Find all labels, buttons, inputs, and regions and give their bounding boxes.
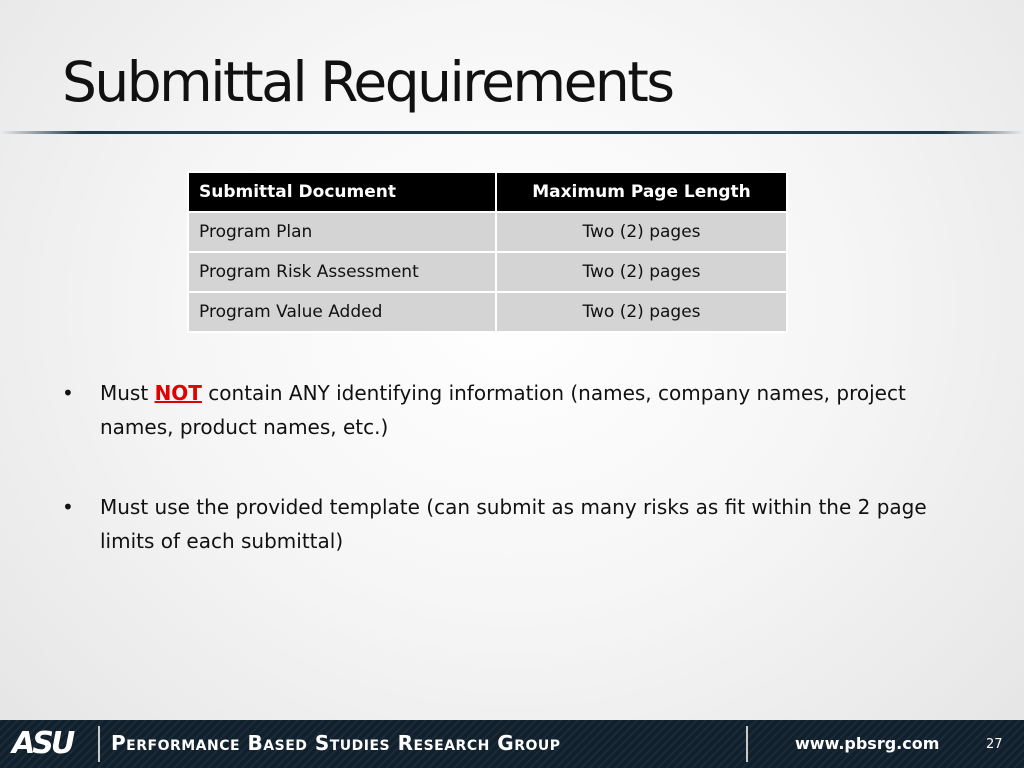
column-header-document: Submittal Document — [188, 172, 496, 212]
slide-title: Submittal Requirements — [62, 50, 673, 114]
table-cell-document: Program Value Added — [188, 292, 496, 332]
table-cell-page-length: Two (2) pages — [496, 212, 787, 252]
table-cell-document: Program Plan — [188, 212, 496, 252]
asu-logo: ASU — [12, 726, 73, 761]
footer-divider — [98, 726, 100, 762]
emphasis-word: NOT — [154, 381, 202, 405]
table-row — [188, 292, 787, 332]
footer-bar — [0, 720, 1024, 768]
bullet-item — [60, 490, 970, 558]
table-header-row — [188, 172, 787, 212]
table-cell-page-length: Two (2) pages — [496, 252, 787, 292]
table-cell-document: Program Risk Assessment — [188, 252, 496, 292]
bullet-list — [60, 376, 970, 604]
slide-number: 27 — [986, 737, 1003, 752]
column-header-page-length: Maximum Page Length — [496, 172, 787, 212]
bullet-marker: • — [62, 495, 74, 519]
organization-name: Performance Based Studies Research Group — [111, 731, 561, 755]
title-divider — [0, 131, 1024, 134]
footer-divider — [746, 726, 748, 762]
table-row — [188, 252, 787, 292]
submittal-requirements-table — [187, 171, 788, 333]
bullet-marker: • — [62, 381, 74, 405]
bullet-text-prefix: Must — [100, 381, 155, 405]
table-row — [188, 212, 787, 252]
bullet-text: Must use the provided template (can submit as many risks as fit within the 2 page limits of each submittal) — [100, 495, 927, 553]
bullet-item — [60, 376, 970, 444]
table-cell-page-length: Two (2) pages — [496, 292, 787, 332]
bullet-text-rest: contain ANY identifying information (names, company names, project names, product names, etc.) — [100, 381, 906, 439]
website-link: www.pbsrg.com — [795, 734, 940, 753]
